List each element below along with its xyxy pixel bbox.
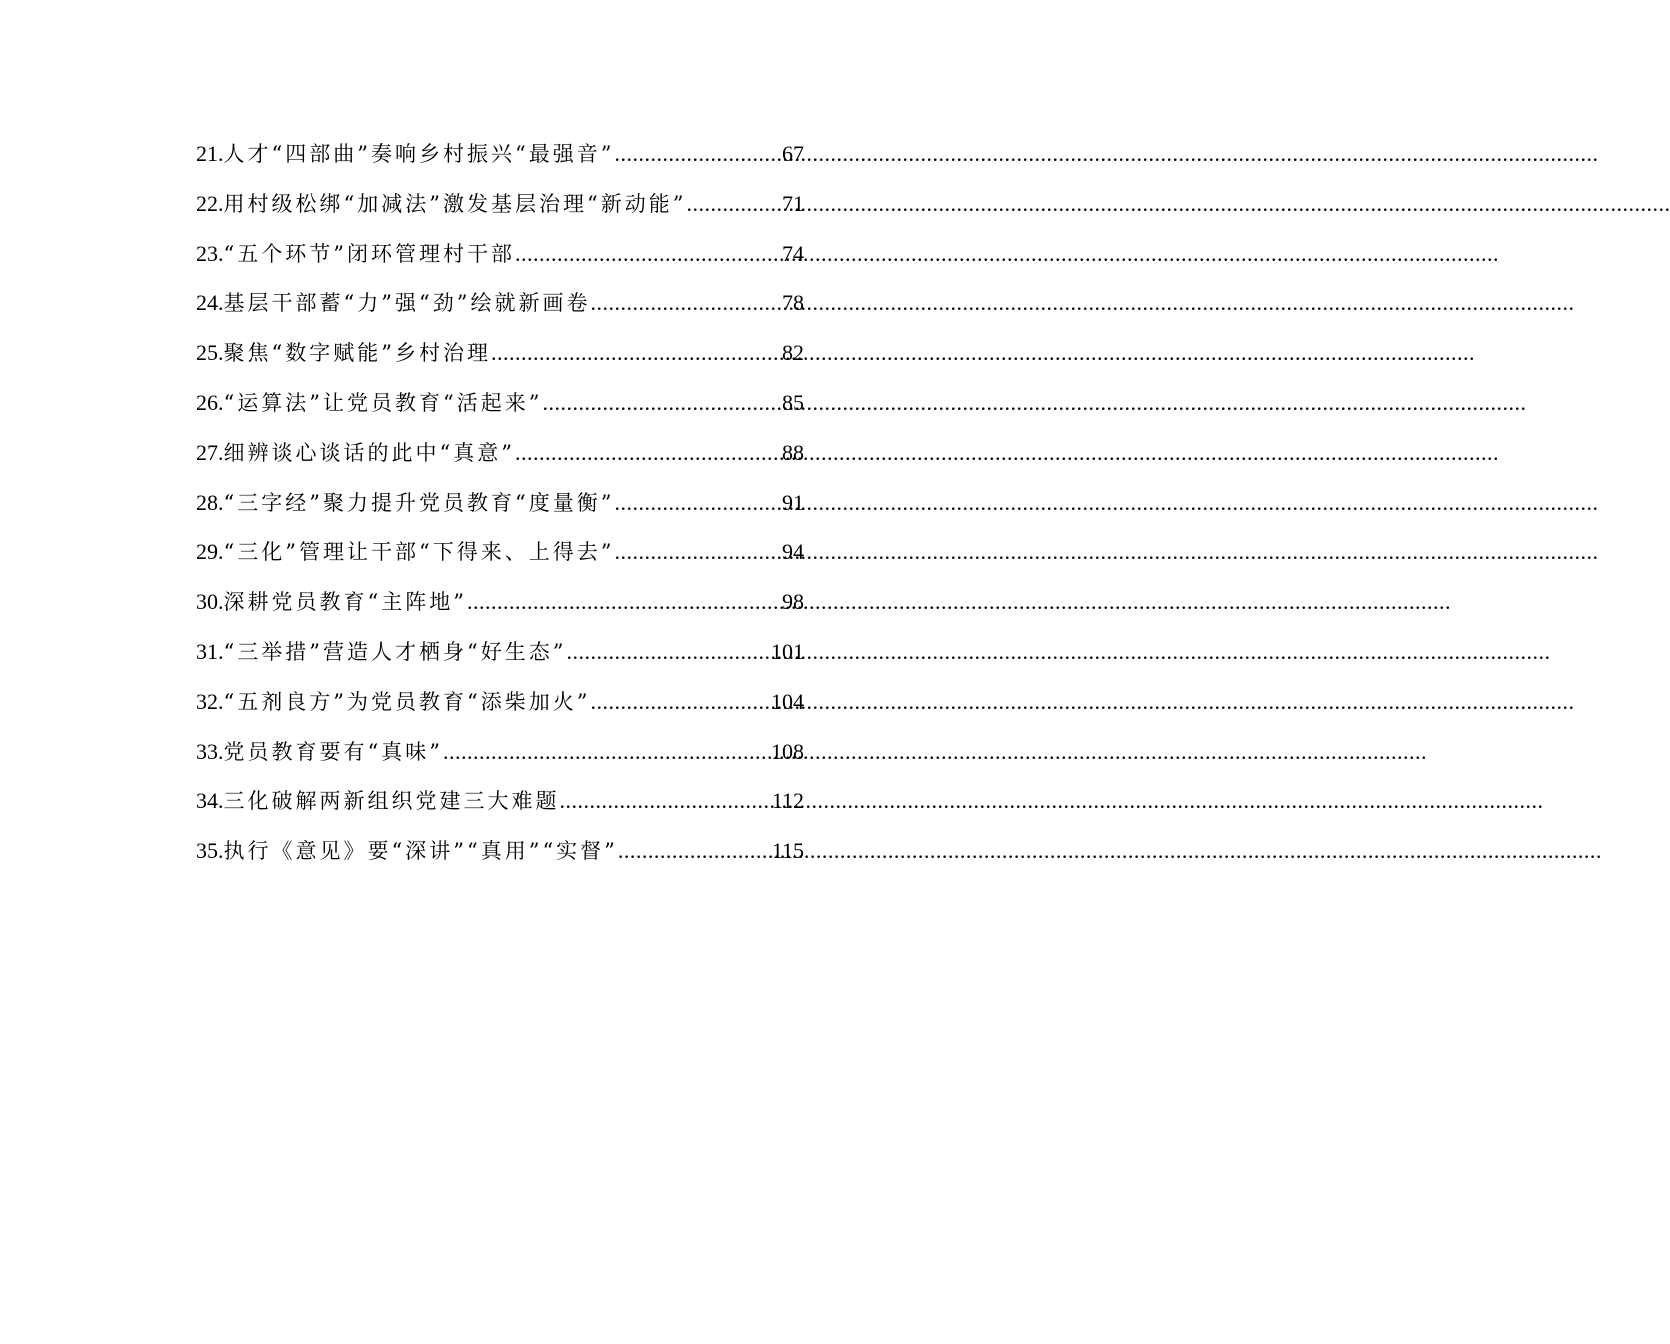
toc-entry-title: “三举措”营造人才栖身“好生态”	[223, 639, 567, 664]
toc-entry-page-number: 67	[782, 141, 804, 166]
toc-entry-page-number: 94	[782, 539, 804, 565]
toc-dot-leader	[542, 378, 782, 428]
toc-entry-page-number: 115	[771, 838, 804, 864]
toc-entry-number: 32.	[196, 688, 224, 714]
toc-dot-leader	[590, 677, 771, 727]
toc-entry-page-number: 112	[771, 788, 804, 814]
toc-entry-page-number: 91	[782, 489, 804, 515]
toc-entry[interactable]	[196, 328, 804, 378]
toc-entry[interactable]	[196, 727, 804, 777]
toc-entry-number: 33.	[196, 738, 224, 764]
toc-dot-leader	[566, 627, 771, 677]
toc-entry[interactable]	[196, 826, 804, 876]
toc-entry[interactable]	[196, 378, 804, 428]
toc-entry-page-number: 78	[782, 290, 804, 316]
toc-entry-page-number: 74	[782, 240, 804, 266]
toc-dot-leader	[590, 278, 782, 328]
toc-entry-page-number: 88	[782, 439, 804, 465]
toc-entry-page-number: 82	[782, 340, 804, 366]
toc-entry-title: 基层干部蓄“力”强“劲”绘就新画卷	[223, 291, 591, 316]
toc-dot-leader	[443, 727, 771, 777]
toc-entry[interactable]	[196, 478, 804, 528]
toc-entry[interactable]	[196, 129, 804, 179]
toc-entry[interactable]	[196, 577, 804, 627]
toc-dot-leader	[491, 328, 782, 378]
toc-entry-title: 人才“四部曲”奏响乡村振兴“最强音”	[223, 142, 615, 166]
toc-entry-page-number: 108	[771, 738, 804, 764]
toc-entry-title: 细辨谈心谈话的此中“真意”	[223, 440, 515, 465]
toc-entry[interactable]	[196, 229, 804, 279]
toc-dot-leader	[686, 179, 782, 229]
toc-entry-title: 深耕党员教育“主阵地”	[223, 590, 467, 615]
toc-dot-leader	[515, 428, 782, 478]
toc-entry-page-number: 101	[771, 638, 804, 664]
table-of-contents	[196, 129, 804, 876]
toc-entry-title: “运算法”让党员教育“活起来”	[223, 390, 543, 415]
toc-entry[interactable]	[196, 527, 804, 577]
toc-entry[interactable]	[196, 677, 804, 727]
toc-entry-number: 35.	[196, 838, 224, 864]
toc-dot-leader	[560, 776, 772, 826]
toc-dot-leader	[515, 229, 782, 279]
toc-dot-leader	[467, 577, 782, 627]
toc-entry-title: 用村级松绑“加减法”激发基层治理“新动能”	[223, 191, 687, 216]
toc-entry[interactable]	[196, 428, 804, 478]
toc-entry-page-number: 71	[782, 190, 804, 216]
toc-entry-number: 22.	[196, 190, 224, 216]
toc-entry[interactable]	[196, 776, 804, 826]
toc-entry[interactable]	[196, 627, 804, 677]
toc-entry-title: “三化”管理让干部“下得来、上得去”	[223, 540, 615, 565]
toc-entry-number: 28.	[196, 489, 224, 515]
toc-entry-page-number: 104	[771, 688, 804, 714]
toc-entry-page-number: 85	[782, 389, 804, 415]
toc-dot-leader	[614, 478, 782, 528]
toc-entry-number: 21.	[196, 141, 224, 166]
toc-entry-number: 34.	[196, 788, 224, 814]
toc-entry-page-number: 98	[782, 589, 804, 615]
toc-entry-title: “五个环节”闭环管理村干部	[223, 241, 515, 266]
toc-entry-title: 三化破解两新组织党建三大难题	[223, 789, 560, 814]
toc-entry-number: 23.	[196, 240, 224, 266]
toc-entry-title: “五剂良方”为党员教育“添柴加火”	[223, 689, 591, 714]
toc-dot-leader	[618, 826, 772, 876]
toc-entry-title: 聚焦“数字赋能”乡村治理	[223, 341, 491, 366]
toc-entry-title: “三字经”聚力提升党员教育“度量衡”	[223, 490, 615, 515]
toc-entry-number: 27.	[196, 439, 224, 465]
toc-entry-title: 党员教育要有“真味”	[223, 739, 443, 764]
toc-dot-leader	[614, 129, 782, 179]
toc-entry-number: 25.	[196, 340, 224, 366]
toc-entry-number: 31.	[196, 638, 224, 664]
toc-entry[interactable]	[196, 179, 804, 229]
toc-entry[interactable]	[196, 278, 804, 328]
toc-entry-number: 29.	[196, 539, 224, 565]
toc-entry-title: 执行《意见》要“深讲”“真用”“实督”	[223, 839, 618, 864]
toc-dot-leader	[614, 527, 782, 577]
toc-entry-number: 24.	[196, 290, 224, 316]
toc-entry-number: 26.	[196, 389, 224, 415]
toc-entry-number: 30.	[196, 589, 224, 615]
